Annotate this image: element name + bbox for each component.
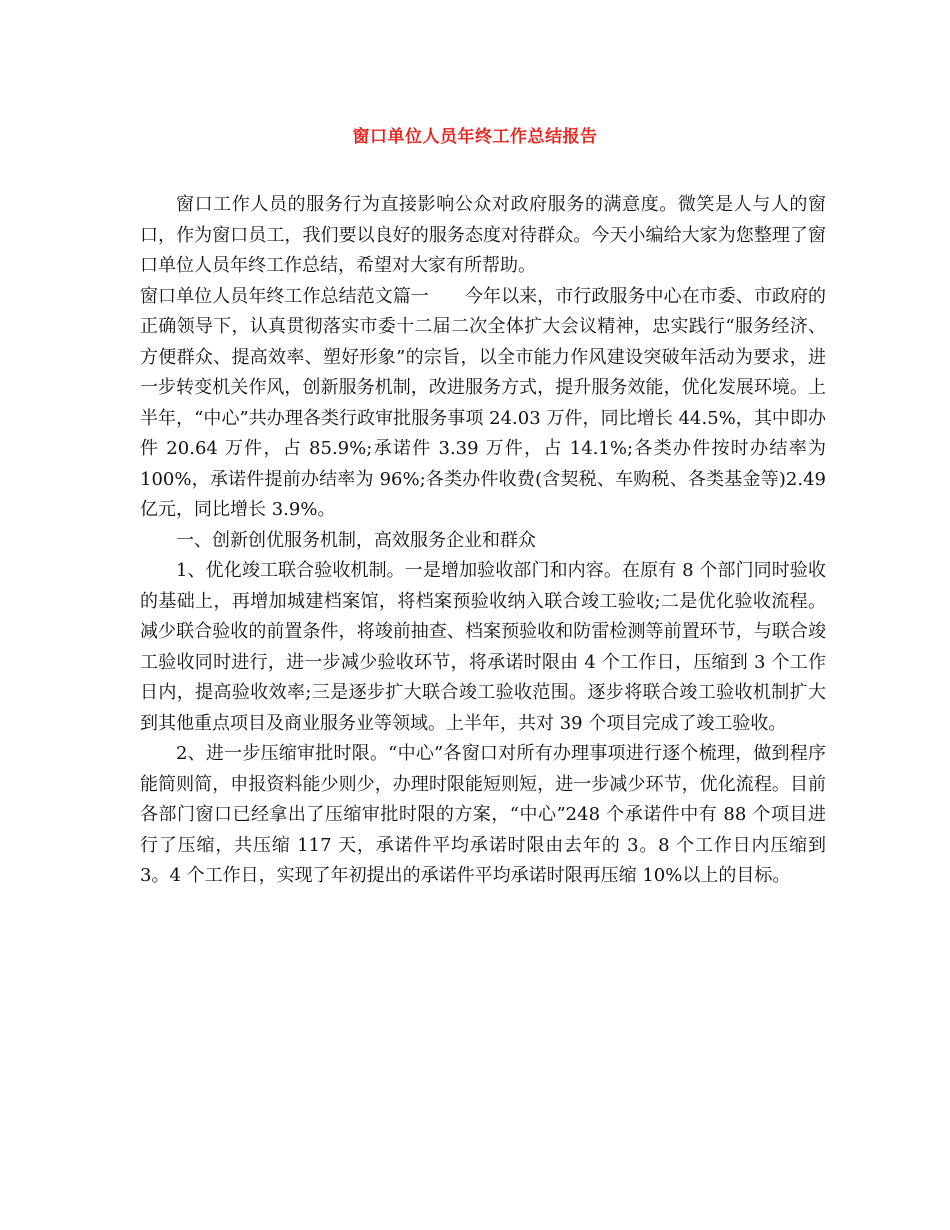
sample-one-paragraph: 窗口单位人员年终工作总结范文篇一 今年以来，市行政服务中心在市委、市政府的正确领导下，认真贯彻落实市委十二届二次全体扩大会议精神，忠实践行“服务经济、方便群众、提高效率、塑好形象”的宗旨，以全市能力作风建设突破年活动为要求，进一步转变机关作风，创新服务机制，改进服务方式，提升服务效能，优化发展环境。上半年，“中心”共办理各类行政审批服务事项 24.03 万件，同比增长 44.5%，其中即办件 20.64 万件，占 85.9%;承诺件 3.39 万件，占 14.1%;各类办件按时办结率为 100%，承诺件提前办结率为 96%;各类办件收费(含契税、车购税、各类基金等)2.49 亿元，同比增长 3.9%。 xyxy=(140,285,826,520)
document-body xyxy=(140,190,826,892)
section-heading: 一、创新创优服务机制，高效服务企业和群众 xyxy=(176,529,536,551)
intro-paragraph: 窗口工作人员的服务行为直接影响公众对政府服务的满意度。微笑是人与人的窗口，作为窗口员工，我们要以良好的服务态度对待群众。今天小编给大家为您整理了窗口单位人员年终工作总结，希望对大家有所帮助。 xyxy=(140,194,826,276)
item-two-paragraph: 2、进一步压缩审批时限。“中心”各窗口对所有办理事项进行逐个梳理，做到程序能简则简，申报资料能少则少，办理时限能短则短，进一步减少环节，优化流程。目前各部门窗口已经拿出了压缩审批时限的方案，“中心”248 个承诺件中有 88 个项目进行了压缩，共压缩 117 天，承诺件平均承诺时限由去年的 3。8 个工作日内压缩到 3。4 个工作日，实现了年初提出的承诺件平均承诺时限再压缩 10%以上的目标。 xyxy=(140,743,826,886)
document-title: 窗口单位人员年终工作总结报告 xyxy=(352,127,598,147)
item-one-paragraph: 1、优化竣工联合验收机制。一是增加验收部门和内容。在原有 8 个部门同时验收的基础上，再增加城建档案馆，将档案预验收纳入联合竣工验收;二是优化验收流程。减少联合验收的前置条件，将竣前抽查、档案预验收和防雷检测等前置环节，与联合竣工验收同时进行，进一步减少验收环节，将承诺时限由 4 个工作日，压缩到 3 个工作日内，提高验收效率;三是逐步扩大联合竣工验收范围。逐步将联合竣工验收机制扩大到其他重点项目及商业服务业等领域。上半年，共对 39 个项目完成了竣工验收。 xyxy=(140,560,826,734)
